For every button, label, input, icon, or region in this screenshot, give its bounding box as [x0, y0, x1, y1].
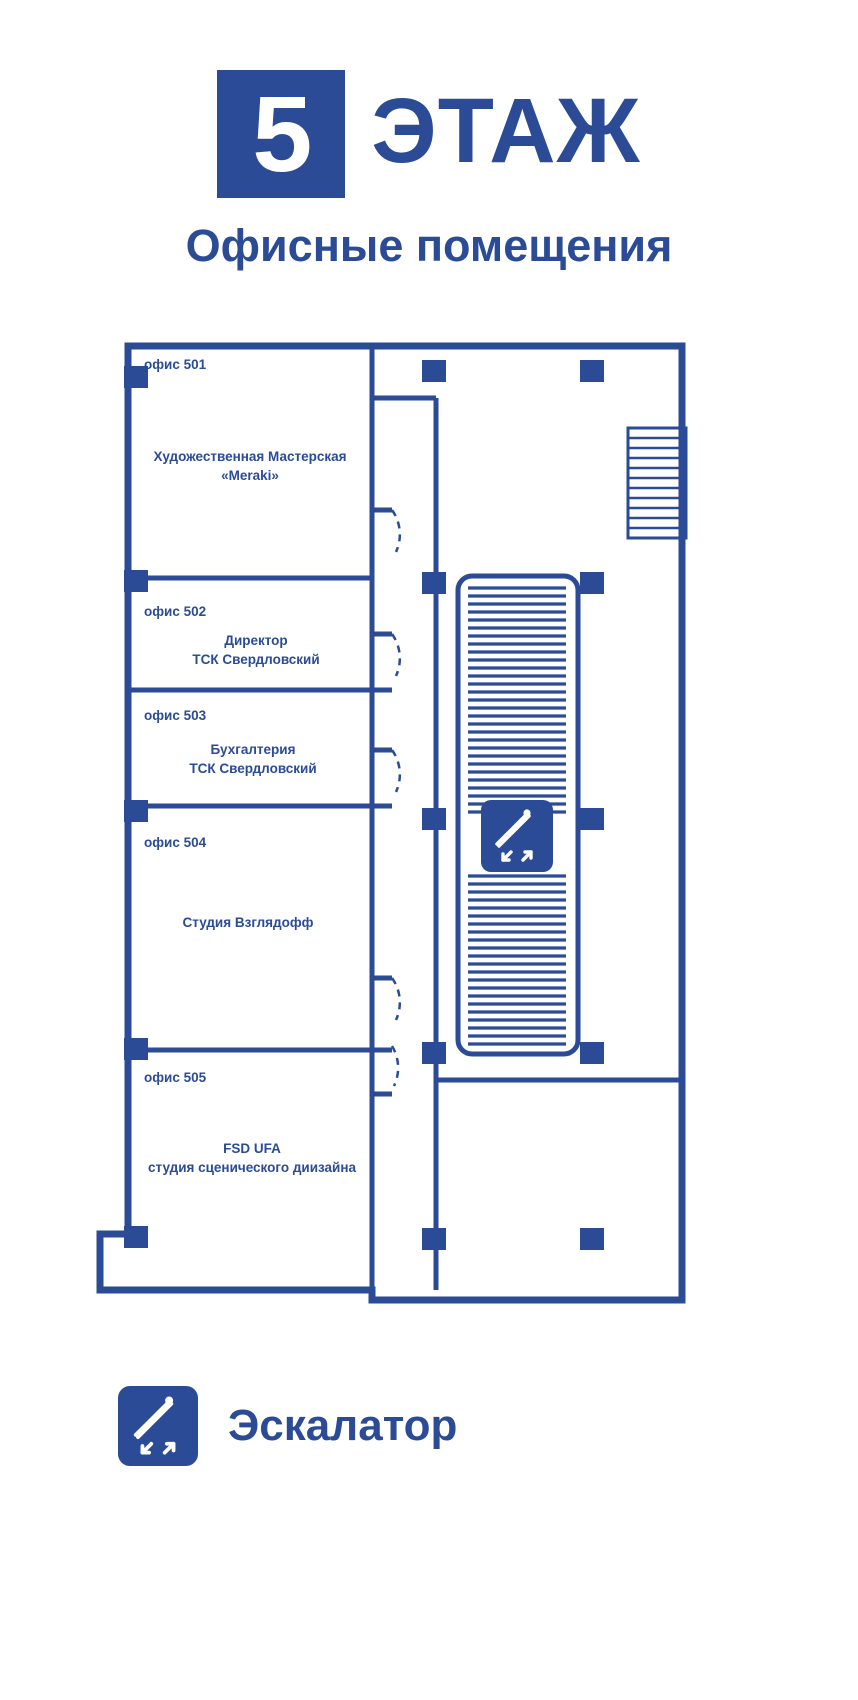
room-501-code: офис 501 [144, 357, 207, 372]
room-505-code: офис 505 [144, 1070, 207, 1085]
door-swing-504 [392, 978, 400, 1020]
column [422, 572, 446, 594]
room-502-tenant-line2: ТСК Свердловский [192, 652, 320, 667]
column [580, 572, 604, 594]
door-swing-501 [392, 510, 400, 552]
stairs-upper-right [628, 428, 686, 538]
column [124, 570, 148, 592]
page-title: ЭТАЖ [371, 80, 641, 182]
room-505-tenant-line2: студия сценического диизайна [147, 1160, 357, 1175]
floor-title [0, 70, 858, 198]
door-swing-505 [392, 1046, 398, 1086]
column [580, 1228, 604, 1250]
room-503-tenant-line1: Бухгалтерия [210, 742, 296, 757]
column [124, 1038, 148, 1060]
room-503-tenant-line2: ТСК Свердловский [189, 761, 317, 776]
room-502-tenant-line1: Директор [224, 633, 288, 648]
column [422, 1042, 446, 1064]
legend-escalator-label: Эскалатор [228, 1401, 458, 1450]
floor-plan-map [96, 338, 696, 1318]
legend [118, 1386, 457, 1466]
room-504-tenant-line1: Студия Взглядофф [182, 915, 314, 930]
column [422, 808, 446, 830]
escalator-icon [118, 1386, 198, 1466]
page-subtitle: Офисные помещения [185, 220, 673, 271]
room-505-tenant-line1: FSD UFA [223, 1141, 281, 1156]
column [580, 1042, 604, 1064]
page-header [0, 70, 858, 272]
escalator-icon [481, 800, 553, 872]
room-501-tenant-line1: Художественная Мастерская [153, 449, 347, 464]
column [580, 360, 604, 382]
room-501-tenant-line2: «Meraki» [221, 468, 279, 483]
room-502-code: офис 502 [144, 604, 207, 619]
column [422, 360, 446, 382]
door-swing-503 [392, 750, 400, 792]
floor-number-badge: 5 [217, 70, 345, 198]
door-swing-502 [392, 634, 400, 676]
room-503-code: офис 503 [144, 708, 207, 723]
column [580, 808, 604, 830]
column [422, 1228, 446, 1250]
room-504-code: офис 504 [144, 835, 207, 850]
column [124, 800, 148, 822]
column [124, 1226, 148, 1248]
